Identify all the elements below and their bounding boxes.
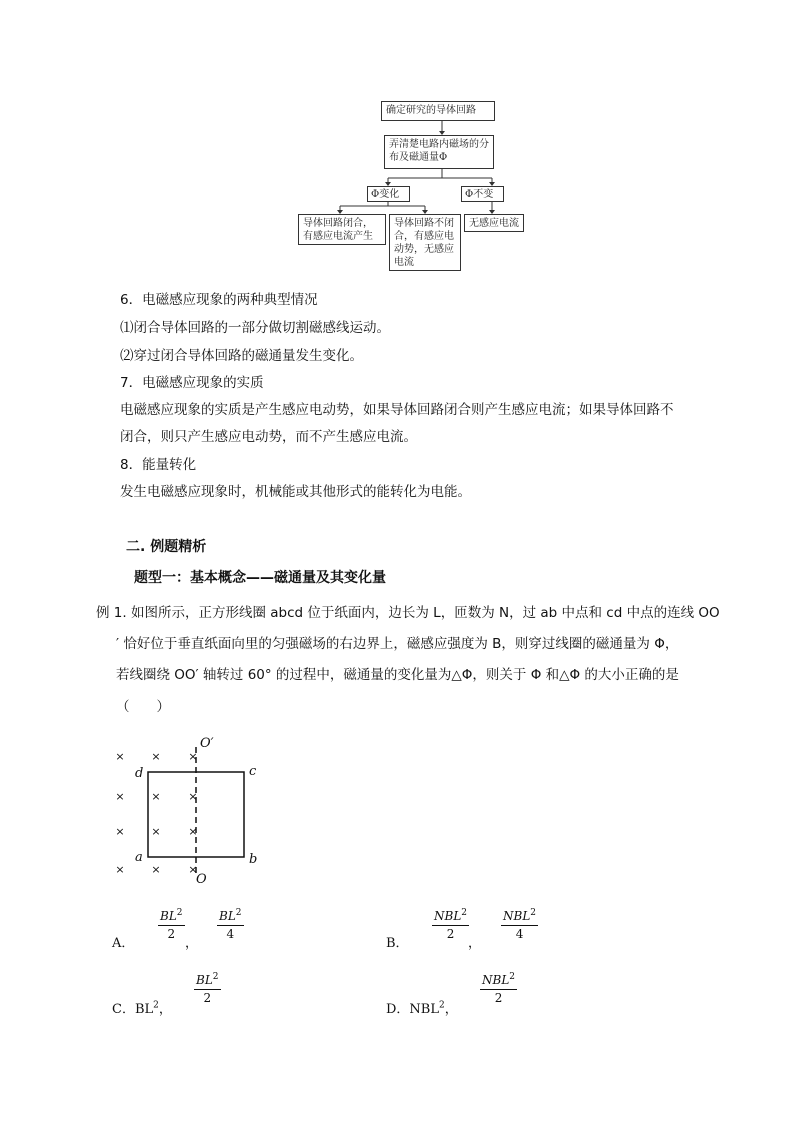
label-o: O — [196, 872, 207, 887]
square-coil — [148, 772, 244, 857]
example1-line1: 例 1. 如图所示，正方形线圈 abcd 位于纸面内，边长为 L，匝数为 N，过 ab 中点和 cd 中点的连线 OO — [96, 605, 720, 621]
field-mark: × — [115, 863, 125, 876]
section7-line2: 闭合，则只产生感应电动势，而不产生感应电流。 — [120, 429, 417, 445]
option-b-fraction-1: NBL$^2$ 2 — [434, 908, 468, 941]
option-c-fraction: $\frac{BL^2}{2}$ — [196, 972, 219, 1005]
label-d: d — [135, 766, 144, 781]
field-mark: × — [188, 825, 198, 838]
part2-heading: 二. 例题精析 — [126, 539, 207, 555]
option-c-label: C．$BL^2$， — [112, 1000, 172, 1017]
label-c: c — [249, 764, 257, 779]
section6-item1: ⑴闭合导体回路的一部分做切割磁感线运动。 — [120, 320, 390, 336]
part2-subheading: 题型一：基本概念——磁通量及其变化量 — [134, 570, 386, 586]
section7-heading: 7．电磁感应现象的实质 — [120, 375, 264, 391]
section6-heading: 6．电磁感应现象的两种典型情况 — [120, 292, 318, 308]
field-mark: × — [188, 750, 198, 763]
example1-line3: 若线圈绕 OO′ 轴转过 60° 的过程中，磁通量的变化量为△Φ，则关于 Φ 和△Φ 的大小正确的是 — [116, 667, 679, 683]
flow-box-determine-circuit: 确定研究的导体回路 — [381, 101, 495, 121]
option-b-separator: ， — [468, 936, 482, 951]
option-a-letter: A． — [112, 936, 135, 951]
option-a-fraction-2: $\frac{BL^2}{4}$ — [219, 908, 242, 941]
section6-item2: ⑵穿过闭合导体回路的磁通量发生变化。 — [120, 348, 363, 364]
flow-box-field-distribution: 弄清楚电路内磁场的分布及磁通量Φ — [384, 135, 494, 169]
flow-leaf-no-current: 无感应电流 — [464, 214, 524, 232]
field-mark: × — [151, 825, 161, 838]
field-mark: × — [188, 863, 198, 876]
label-a: a — [135, 850, 143, 865]
flow-leaf-open-circuit: 导体回路不闭合，有感应电动势，无感应电流 — [389, 214, 461, 271]
section8-heading: 8．能量转化 — [120, 457, 197, 473]
field-mark: × — [151, 750, 161, 763]
section8-line1: 发生电磁感应现象时，机械能或其他形式的能转化为电能。 — [120, 484, 471, 500]
option-d-label: D．NBL$^2$， — [386, 1000, 458, 1017]
label-o-prime: O′ — [200, 736, 214, 751]
field-mark: × — [151, 863, 161, 876]
label-b: b — [249, 852, 258, 867]
coil-diagram — [100, 725, 280, 890]
option-d-fraction: NBL$^2$ 2 — [482, 972, 516, 1005]
option-b-fraction-2: NBL$^2$ 4 — [503, 908, 537, 941]
field-mark: × — [115, 750, 125, 763]
field-mark: × — [151, 790, 161, 803]
example1-answer-blank: （ ） — [116, 699, 170, 715]
field-mark: × — [115, 825, 125, 838]
field-mark: × — [115, 790, 125, 803]
option-a-separator: ， — [185, 936, 199, 951]
flow-branch-flux-changes: Φ变化 — [367, 186, 410, 202]
flow-branch-flux-constant: Φ不变 — [461, 186, 504, 202]
section7-line1: 电磁感应现象的实质是产生感应电动势，如果导体回路闭合则产生感应电流；如果导体回路不 — [120, 402, 674, 418]
field-mark: × — [188, 790, 198, 803]
flow-leaf-closed-circuit: 导体回路闭合，有感应电流产生 — [298, 214, 386, 245]
option-b-letter: B． — [386, 936, 409, 951]
option-a-fraction-1: $\frac{BL^2}{2}$ — [160, 908, 183, 941]
example1-line2: ′ 恰好位于垂直纸面向里的匀强磁场的右边界上，磁感应强度为 B，则穿过线圈的磁通量为 Φ， — [116, 636, 679, 652]
